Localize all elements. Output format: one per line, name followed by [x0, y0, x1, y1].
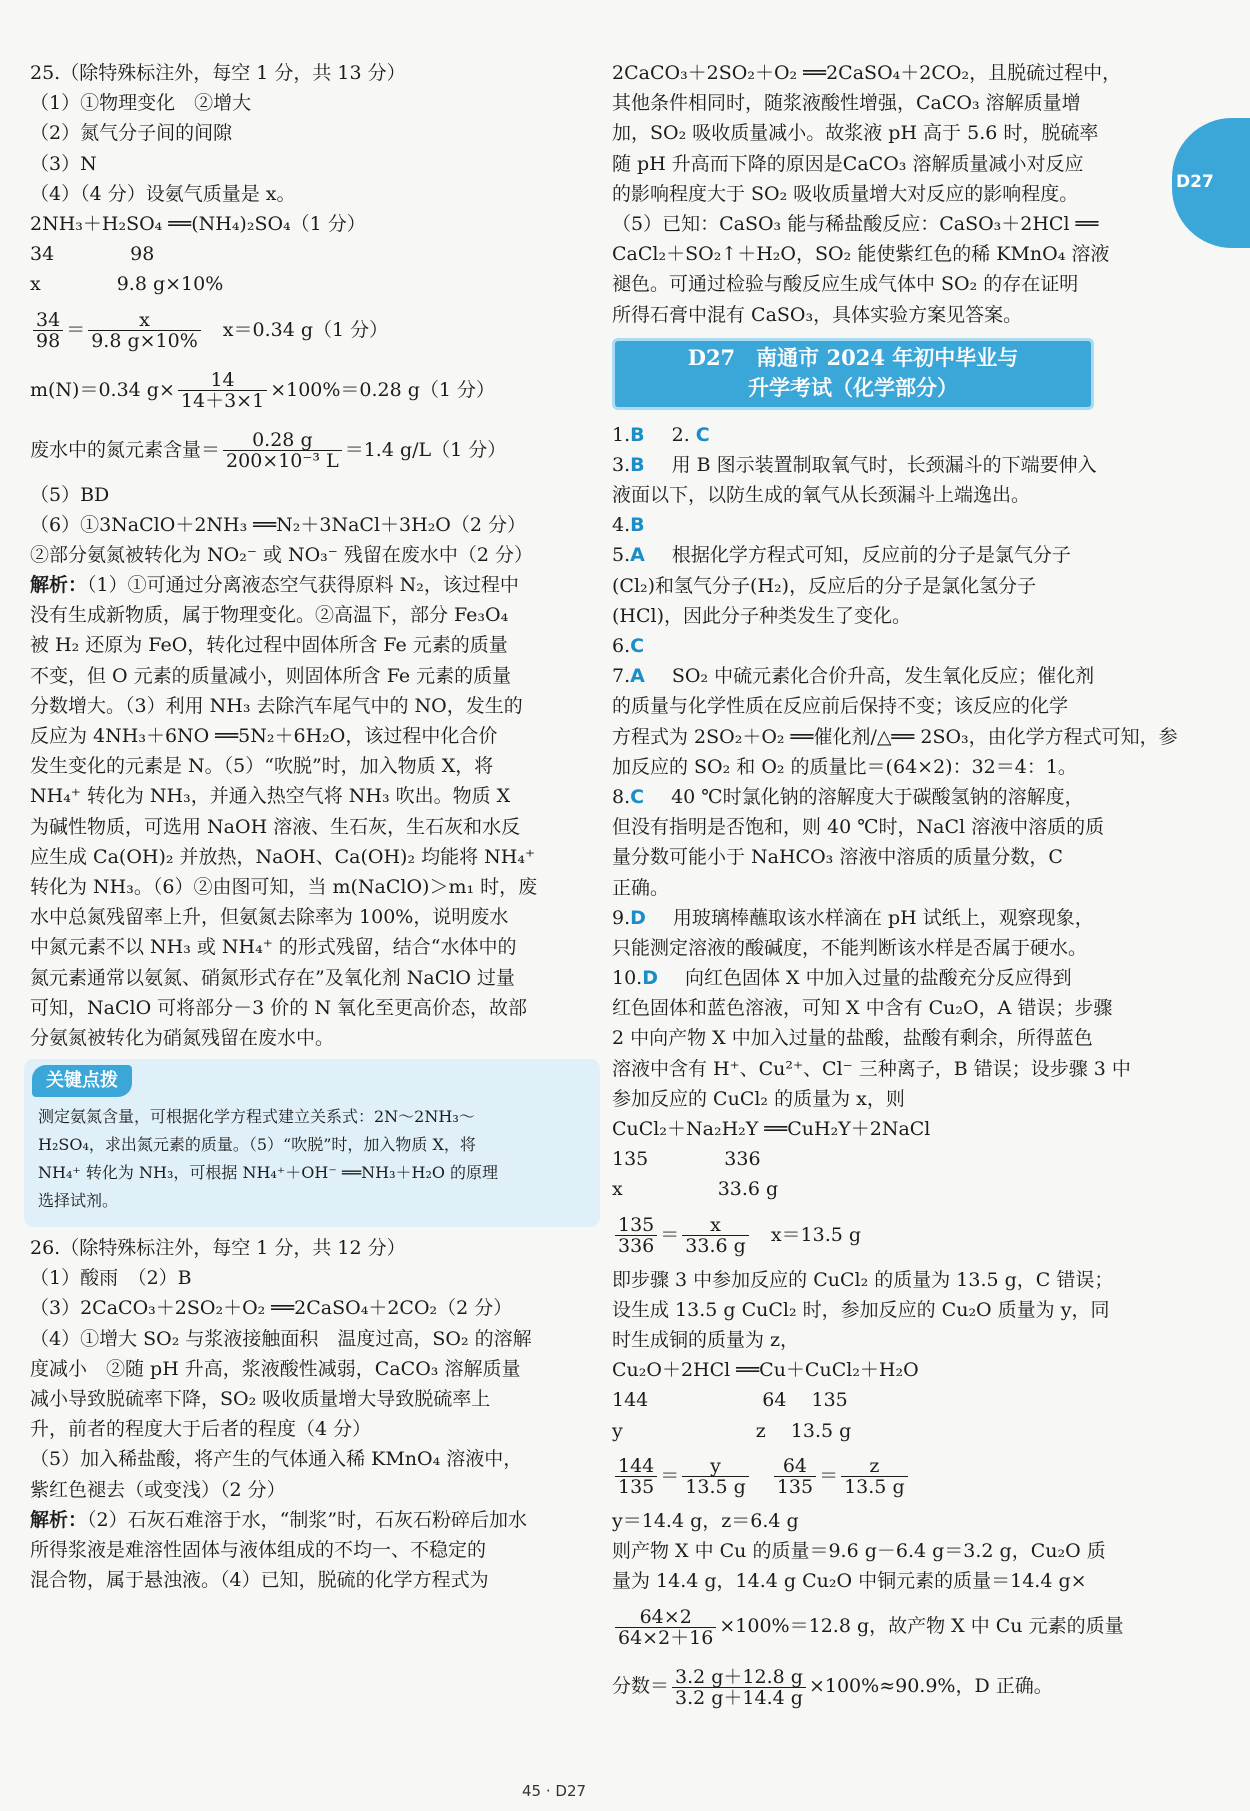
answer-letter: B [630, 514, 645, 537]
fraction: $\frac{x}{9.8 g\times 10\%}$ [88, 310, 201, 351]
line-text: x 33.6 g [612, 1178, 779, 1201]
line-text: 40 ℃时氯化钠的溶解度大于碳酸氢钠的溶解度， [652, 785, 1084, 808]
text-line [30, 1475, 590, 1505]
q25-a6b: ②部分氨氮被转化为 NO₂⁻ 或 NO₃⁻ 残留在废水中（2 分） [30, 543, 533, 566]
fraction: $\frac{x}{33.6 g}$ [682, 1215, 749, 1256]
text-line [30, 1384, 590, 1414]
line-text: 144 64 135 [612, 1389, 848, 1412]
text-line [612, 1506, 1168, 1536]
line-text: CuCl₂＋Na₂H₂Y ══CuH₂Y＋2NaCl [612, 1118, 931, 1140]
line-text: 加，SO₂ 吸收质量减小。故浆液 pH 高于 5.6 时，脱硫率 [612, 122, 1099, 145]
answer-letter: C [630, 635, 645, 657]
q25-a6a: （6）①3NaClO＋2NH₃ ══N₂＋3NaCl＋3H₂O（2 分） [30, 513, 527, 536]
answer-letter: D [630, 906, 646, 929]
line-text: 参加反应的 CuCl₂ 的质量为 x，则 [612, 1087, 905, 1110]
text-line [612, 118, 1168, 148]
line-text: 度减小 ②随 pH 升高，浆液酸性减弱，CaCO₃ 溶解质量 [30, 1357, 521, 1380]
line-text: SO₂ 中硫元素化合价升高，发生氧化反应；催化剂 [652, 665, 1095, 688]
d27-fraction-2: $\frac{144}{135}$ ＝ $\frac{y}{13.5 g}$ $\frac{64}{135}$ ＝ $\frac{z}{13.5 g}$ [612, 1446, 1168, 1506]
line-text: （2）石灰石难溶于水，“制浆”时，石灰石粉碎后加水 [87, 1508, 528, 1531]
d27-after2 [612, 1506, 1168, 1597]
text-line [30, 842, 590, 872]
answer-line [612, 1114, 1168, 1144]
answer-letter: C [695, 423, 710, 446]
text-line [612, 1265, 1168, 1295]
key-line: H₂SO₄，求出氮元素的质量。（5）“吹脱”时，加入物质 X，将 [38, 1135, 476, 1155]
fraction: $\frac{64}{135}$ [774, 1456, 816, 1497]
answer-line [612, 510, 1168, 540]
text-line [30, 963, 590, 993]
q26-analysis [30, 1505, 590, 1596]
q25-r1: 34 98 [30, 243, 155, 266]
line-text: 2CaCO₃＋2SO₂＋O₂ ══2CaSO₄＋2CO₂，且脱硫过程中， [612, 62, 1122, 84]
text-line [30, 902, 590, 932]
fraction: $\frac{135}{336}$ [615, 1215, 657, 1256]
page-number: 45 · D27 [522, 1782, 587, 1800]
line-text: 只能测定溶液的酸碱度，不能判断该水样是否属于硬水。 [612, 936, 1088, 959]
left-column [30, 58, 590, 1595]
line-text: 的影响程度大于 SO₂ 吸收质量增大对反应的影响程度。 [612, 182, 1079, 205]
text-line [612, 1295, 1168, 1325]
answer-line [612, 661, 1168, 691]
line-text: 方程式为 2SO₂＋O₂ ══催化剂/△══ 2SO₃，由化学方程式可知，参 [612, 725, 1178, 748]
line-text: 溶液中含有 H⁺、Cu²⁺、Cl⁻ 三种离子，B 错误；设步骤 3 中 [612, 1057, 1131, 1080]
line-text: (Cl₂)和氢气分子(H₂)，反应后的分子是氯化氢分子 [612, 574, 1037, 597]
q25-wastewater: 废水中的氮元素含量＝ $\frac{0.28 g}{\text{200×10⁻³ L}}$ ＝1.4 g/L（1 分） [30, 429, 507, 472]
line-text: 正确。 [612, 876, 670, 899]
right-column [612, 58, 1178, 1716]
text-line [612, 58, 1168, 88]
q25-a4: （4）（4 分）设氨气质量是 x。 [30, 182, 296, 205]
q25-a2: （2）氮气分子间的间隙 [30, 122, 233, 145]
d27-fraction-4: 分数＝ $\frac{3.2 g+12.8 g}{3.2 g+14.4 g}$ ×100%≈90.9%，D 正确。 [612, 1665, 1053, 1709]
line-text: 但没有指明是否饱和，则 40 ℃时，NaCl 溶液中溶质的质 [612, 816, 1105, 839]
line-text: 量分数可能小于 NaHCO₃ 溶液中溶质的质量分数，C [612, 846, 1063, 869]
line-text: 为碱性物质，可选用 NaOH 溶液、生石灰，生石灰和水反 [30, 815, 521, 838]
line-text: 应生成 Ca(OH)₂ 并放热，NaOH、Ca(OH)₂ 均能将 NH₄⁺ [30, 845, 536, 868]
text-line [612, 209, 1168, 239]
text-line [612, 1536, 1168, 1566]
text-line [30, 691, 590, 721]
key-tips-tag: 关键点拨 [32, 1065, 132, 1097]
line-text: 量为 14.4 g，14.4 g Cu₂O 中铜元素的质量＝14.4 g× [612, 1570, 1087, 1593]
line-text: （5）已知：CaSO₃ 能与稀盐酸反应：CaSO₃＋2HCl ══ [612, 212, 1099, 235]
line-text: 加反应的 SO₂ 和 O₂ 的质量比＝(64×2)：32＝4：1。 [612, 755, 1077, 778]
text-line [30, 872, 590, 902]
answer-line [612, 752, 1168, 782]
line-text: 时生成铜的质量为 z， [612, 1328, 800, 1351]
answer-line [612, 722, 1178, 752]
line-text: 发生变化的元素是 N。（5）“吹脱”时，加入物质 X，将 [30, 755, 494, 778]
answer-letter: C [630, 785, 645, 808]
q25-a5: （5）BD [30, 483, 110, 506]
key-tips-box [24, 1059, 600, 1227]
d27-fraction-1: $\frac{135}{336}$ ＝ $\frac{x}{33.6 g}$ x＝13.5 g [612, 1205, 1168, 1265]
line-text: 向红色固体 X 中加入过量的盐酸充分反应得到 [666, 967, 1072, 990]
line-text: 氮元素通常以氨氮、硝氮形式存在”及氧化剂 NaClO 过量 [30, 966, 515, 989]
text-line [612, 1385, 1168, 1415]
text-line [30, 751, 590, 781]
key-tips-text [38, 1103, 586, 1215]
line-text: 红色固体和蓝色溶液，可知 X 中含有 Cu₂O，A 错误；步骤 [612, 997, 1113, 1020]
line-text: (HCl)，因此分子种类发生了变化。 [612, 604, 912, 627]
text-line [612, 1416, 1168, 1446]
q25-mass-n: m(N)＝0.34 g× $\frac{14}{14+3\times 1}$ ×100%＝0.28 g（1 分） [30, 369, 496, 412]
answer-line [612, 933, 1168, 963]
line-text: （1）酸雨 （2）B [30, 1267, 192, 1290]
answer-line [612, 601, 1168, 631]
line-text: 分氨氮被转化为硝氮残留在废水中。 [30, 1026, 335, 1049]
line-text: （5）加入稀盐酸，将产生的气体通入稀 KMnO₄ 溶液中， [30, 1448, 523, 1471]
line-text: 可知，NaClO 可将部分－3 价的 N 氧化至更高价态，故部 [30, 996, 528, 1019]
question-number: 2. [652, 423, 696, 446]
text-line [30, 721, 590, 751]
line-text: 紫红色褪去（或变浅）（2 分） [30, 1478, 286, 1501]
q25-analysis [30, 570, 590, 1053]
answer-line [612, 691, 1168, 721]
key-line: 测定氨氮含量，可根据化学方程式建立关系式：2N～2NH₃～ [38, 1107, 475, 1127]
answer-letter: D [642, 967, 658, 990]
text-line [30, 1414, 590, 1444]
line-text: 混合物，属于悬浊液。（4）已知，脱硫的化学方程式为 [30, 1569, 489, 1592]
question-number: 7. [612, 665, 631, 688]
q25-a3: （3）N [30, 152, 97, 175]
question-number: 9. [612, 906, 631, 929]
question-number: 5. [612, 544, 631, 567]
text-line [30, 781, 590, 811]
text-line [612, 149, 1168, 179]
line-text: 分数增大。（3）利用 NH₃ 去除汽车尾气中的 NO，发生的 [30, 694, 523, 717]
analysis-label: 解析： [30, 1508, 88, 1531]
answer-line [612, 993, 1168, 1023]
banner-subtitle: 升学考试（化学部分） [748, 374, 958, 400]
answer-line [612, 842, 1168, 872]
answer-line [612, 1054, 1168, 1084]
answer-line [612, 1174, 1168, 1204]
line-text: 135 336 [612, 1148, 761, 1171]
text-line [30, 812, 590, 842]
answer-line [612, 450, 1168, 480]
d27-fraction-3: $\frac{64\times 2}{64\times 2+16}$ ×100%＝12.8 g，故产物 X 中 Cu 元素的质量 [612, 1596, 1168, 1656]
q25-a1: （1）①物理变化 ②增大 [30, 92, 252, 115]
answer-line [612, 1023, 1168, 1053]
text-line [612, 300, 1168, 330]
answer-line [612, 963, 1168, 993]
banner-title: D27 南通市 2024 年初中毕业与 [687, 344, 1019, 370]
answer-line [612, 540, 1168, 570]
line-text: 反应为 4NH₃＋6NO ══5N₂＋6H₂O，该过程中化合价 [30, 725, 498, 747]
text-line [612, 1566, 1168, 1596]
line-text: Cu₂O＋2HCl ══Cu＋CuCl₂＋H₂O [612, 1359, 919, 1382]
fraction: $\frac{34}{98}$ [33, 310, 63, 351]
q26-analysis-cont [612, 58, 1168, 330]
text-line [30, 993, 590, 1023]
fraction: $\frac{0.28 g}{\text{200×10⁻³ L}}$ [223, 430, 342, 471]
line-text: 随 pH 升高而下降的原因是CaCO₃ 溶解质量减小对反应 [612, 152, 1084, 175]
analysis-label: 解析： [30, 574, 88, 597]
line-text: 液面以下，以防生成的氧气从长颈漏斗上端逸出。 [612, 484, 1031, 507]
line-text: 褪色。可通过检验与酸反应生成气体中 SO₂ 的存在证明 [612, 273, 1079, 296]
line-text: 没有生成新物质，属于物理变化。②高温下，部分 Fe₃O₄ [30, 604, 509, 627]
text-line [30, 1324, 590, 1354]
question-number: 8. [612, 785, 631, 808]
line-text: （3）2CaCO₃＋2SO₂＋O₂ ══2CaSO₄＋2CO₂（2 分） [30, 1297, 513, 1320]
line-text: 所得浆液是难溶性固体与液体组成的不均一、不稳定的 [30, 1538, 487, 1561]
text-line [612, 269, 1168, 299]
line-text: 升，前者的程度大于后者的程度（4 分） [30, 1418, 372, 1441]
answer-line [612, 1084, 1168, 1114]
d27-after [612, 1265, 1168, 1446]
line-text: 用 B 图示装置制取氧气时，长颈漏斗的下端要伸入 [652, 453, 1097, 476]
q25-fraction-line: $\frac{34}{98}$ ＝ $\frac{x}{9.8 g\times 10\%}$ x＝0.34 g（1 分） [30, 300, 590, 360]
line-text: （4）①增大 SO₂ 与浆液接触面积 温度过高，SO₂ 的溶解 [30, 1327, 532, 1350]
line-text: 用玻璃棒蘸取该水样滴在 pH 试纸上，观察现象， [653, 906, 1094, 929]
text-line [612, 1355, 1168, 1385]
fraction: $\frac{y}{13.5 g}$ [682, 1456, 749, 1497]
line-text: 被 H₂ 还原为 FeO，转化过程中固体所含 Fe 元素的质量 [30, 634, 508, 657]
answer-line [612, 1144, 1168, 1174]
text-line [30, 1354, 590, 1384]
line-text: 其他条件相同时，随浆液酸性增强，CaCO₃ 溶解质量增 [612, 92, 1081, 115]
line-text: 水中总氮残留率上升，但氨氮去除率为 100%，说明废水 [30, 906, 509, 929]
section-banner [612, 338, 1094, 410]
line-text: 则产物 X 中 Cu 的质量＝9.6 g－6.4 g＝3.2 g，Cu₂O 质 [612, 1539, 1106, 1562]
line-text: 设生成 13.5 g CuCl₂ 时，参加反应的 Cu₂O 质量为 y，同 [612, 1298, 1110, 1321]
line-text: 即步骤 3 中参加反应的 CuCl₂ 的质量为 13.5 g，C 错误； [612, 1268, 1114, 1291]
answer-line [612, 571, 1168, 601]
fraction: $\frac{3.2 g+12.8 g}{3.2 g+14.4 g}$ [672, 1667, 806, 1708]
line-text: 不变，但 O 元素的质量减小，则固体所含 Fe 元素的质量 [30, 664, 512, 687]
text-line [30, 570, 590, 600]
answer-letter: A [630, 544, 645, 567]
d27-answers [612, 420, 1178, 1205]
text-line [30, 1293, 590, 1323]
line-text: NH₄⁺ 转化为 NH₃，并通入热空气将 NH₃ 吹出。物质 X [30, 785, 511, 808]
key-line: 选择试剂。 [38, 1191, 119, 1211]
answer-line [612, 631, 1168, 661]
answer-line [612, 480, 1168, 510]
line-text: y＝14.4 g，z＝6.4 g [612, 1509, 799, 1532]
text-line [612, 239, 1168, 269]
line-text: CaCl₂＋SO₂↑＋H₂O，SO₂ 能使紫红色的稀 KMnO₄ 溶液 [612, 243, 1110, 266]
line-text: （1）①可通过分离液态空气获得原料 N₂，该过程中 [87, 574, 519, 597]
fraction: $\frac{64\times 2}{64\times 2+16}$ [615, 1607, 716, 1648]
question-number: 3. [612, 453, 631, 476]
answer-line [612, 873, 1168, 903]
text-line [612, 1325, 1168, 1355]
answer-letter: A [630, 665, 645, 688]
text-line [612, 88, 1168, 118]
key-line: NH₄⁺ 转化为 NH₃，可根据 NH₄⁺＋OH⁻ ══NH₃＋H₂O 的原理 [38, 1163, 499, 1183]
line-text: 所得石膏中混有 CaSO₃，具体实验方案见答案。 [612, 303, 1023, 326]
line-text: 减小导致脱硫率下降，SO₂ 吸收质量增大导致脱硫率上 [30, 1388, 491, 1410]
text-line [30, 661, 590, 691]
q25-head: 25.（除特殊标注外，每空 1 分，共 13 分） [30, 62, 406, 84]
answer-letter: B [630, 453, 645, 476]
line-text: 中氮元素不以 NH₃ 或 NH₄⁺ 的形式残留，结合“水体中的 [30, 936, 517, 959]
text-line [30, 1535, 590, 1565]
text-line [30, 600, 590, 630]
text-line [612, 179, 1168, 209]
answer-line [612, 812, 1168, 842]
line-text: 根据化学方程式可知，反应前的分子是氯气分子 [652, 544, 1071, 567]
fraction: $\frac{14}{14+3\times 1}$ [178, 370, 267, 411]
text-line [30, 1023, 590, 1053]
section-tab: D27 [1172, 118, 1250, 248]
question-number: 4. [612, 514, 631, 537]
answer-line [612, 903, 1168, 933]
text-line [30, 1565, 590, 1595]
q25-eq: 2NH₃＋H₂SO₄ ══(NH₄)₂SO₄（1 分） [30, 212, 366, 235]
line-text: 转化为 NH₃。（6）②由图可知，当 m(NaClO)＞m₁ 时，废 [30, 875, 538, 898]
answer-line [612, 782, 1168, 812]
q26-answers [30, 1263, 590, 1505]
answer-line [612, 420, 1168, 450]
text-line [30, 630, 590, 660]
answer-letter: B [630, 423, 645, 446]
text-line [30, 932, 590, 962]
line-text: y z 13.5 g [612, 1419, 852, 1442]
q25-r2: x 9.8 g×10% [30, 273, 224, 296]
text-line [30, 1505, 590, 1535]
line-text: 2 中向产物 X 中加入过量的盐酸，盐酸有剩余，所得蓝色 [612, 1027, 1093, 1050]
question-number: 10. [612, 967, 643, 990]
line-text: 的质量与化学性质在反应前后保持不变；该反应的化学 [612, 695, 1069, 718]
q26-head: 26.（除特殊标注外，每空 1 分，共 12 分） [30, 1237, 406, 1260]
fraction: $\frac{144}{135}$ [615, 1456, 657, 1497]
question-number: 1. [612, 423, 631, 446]
text-line [30, 1444, 590, 1474]
text-line [30, 1263, 590, 1293]
question-number: 6. [612, 635, 631, 657]
fraction: $\frac{z}{13.5 g}$ [841, 1456, 908, 1497]
